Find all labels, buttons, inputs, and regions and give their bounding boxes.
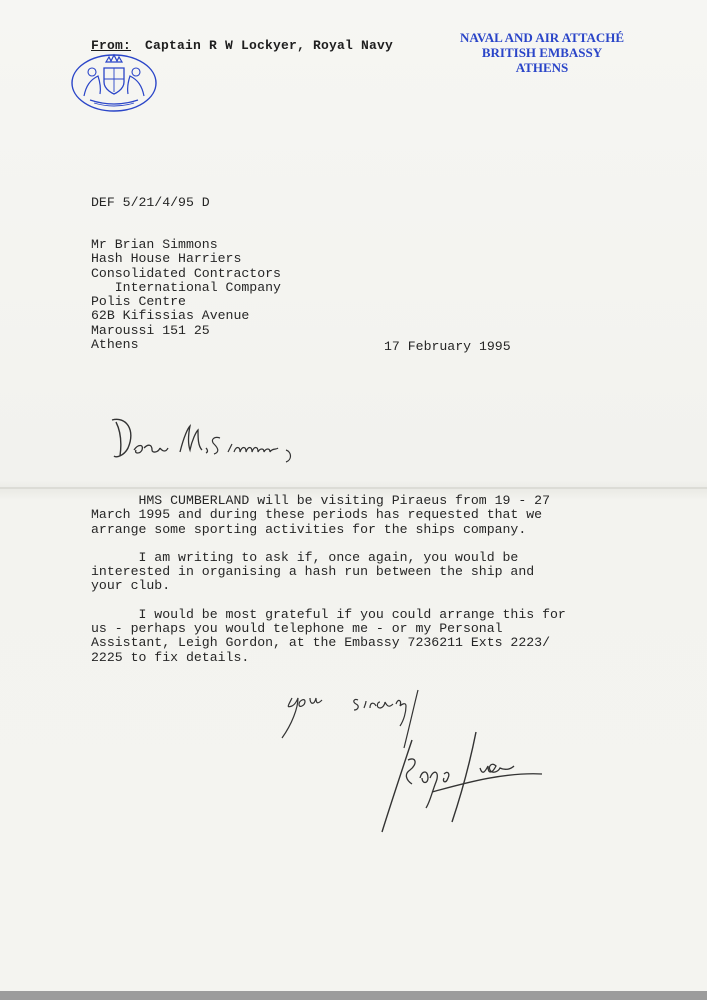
address-line: Hash House Harriers: [91, 251, 242, 267]
address-line: Mr Brian Simmons: [91, 237, 218, 252]
letter-date: 17 February 1995: [384, 339, 511, 354]
attache-city: ATHENS: [515, 60, 569, 75]
paper-fold: [0, 487, 707, 489]
scan-bottom-edge: [0, 991, 707, 1000]
sender-line: [91, 38, 393, 53]
address-line: Consolidated Contractors: [91, 265, 281, 281]
body-paragraph: HMS CUMBERLAND will be visiting Piraeus from 19 - 27 March 1995 and during these periods has requested that we arrange some sporting activities for the ships company.: [91, 493, 550, 537]
reference-number: DEF 5/21/4/95 D: [91, 195, 210, 210]
handwritten-signature: [372, 722, 552, 842]
attache-block: [452, 30, 632, 75]
royal-crest-icon: [70, 52, 158, 112]
address-line: International Company: [91, 279, 281, 295]
sender-name: Captain R W Lockyer, Royal Navy: [145, 38, 394, 53]
attache-embassy: BRITISH EMBASSY: [481, 45, 603, 60]
body-paragraph: I would be most grateful if you could arrange this for us - perhaps you would telephone me - or my Personal Assistant, Leigh Gordon, at the Embassy 7236211 Exts 2223/ 2225 to fix details.: [91, 606, 566, 665]
address-line: Athens: [91, 337, 139, 353]
handwritten-salutation: [108, 408, 308, 468]
recipient-address: [91, 238, 281, 352]
body-paragraph: I am writing to ask if, once again, you would be interested in organising a hash run between the ship and your club.: [91, 549, 535, 594]
from-label: From:: [91, 38, 132, 53]
address-line: 62B Kifissias Avenue: [91, 308, 250, 324]
address-line: Maroussi 151 25: [91, 322, 210, 338]
address-line: Polis Centre: [91, 294, 186, 310]
letter-body: [91, 494, 566, 665]
attache-title: NAVAL AND AIR ATTACHÉ: [459, 30, 625, 45]
